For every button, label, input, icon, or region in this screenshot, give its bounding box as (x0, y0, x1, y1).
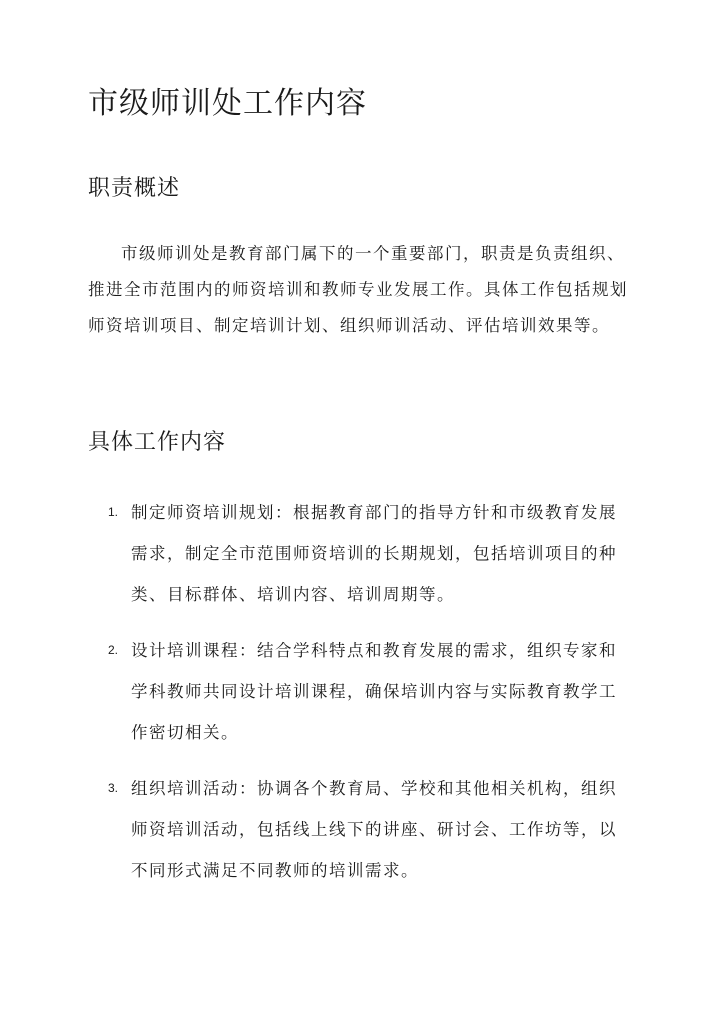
list-item-number: 3. (108, 781, 119, 795)
page-title: 市级师训处工作内容 (88, 86, 367, 121)
work-list (88, 492, 633, 906)
list-item (88, 630, 633, 753)
list-item-text: 制定师资培训规划：根据教育部门的指导方针和市级教育发展需求，制定全市范围师资培训的长期规划，包括培训项目的种类、目标群体、培训内容、培训周期等。 (131, 503, 617, 604)
section-heading-duty: 职责概述 (88, 176, 181, 201)
list-item-number: 2. (108, 643, 119, 657)
list-item (88, 768, 633, 891)
list-item (88, 492, 633, 615)
list-item-number: 1. (108, 505, 119, 519)
duty-paragraph: 市级师训处是教育部门属下的一个重要部门，职责是负责组织、推进全市范围内的师资培训和教师专业发展工作。具体工作包括规划师资培训项目、制定培训计划、组织师训活动、评估培训效果等。 (88, 244, 628, 335)
section-heading-work: 具体工作内容 (88, 430, 227, 455)
list-item-text: 组织培训活动：协调各个教育局、学校和其他相关机构，组织师资培训活动，包括线上线下的讲座、研讨会、工作坊等，以不同形式满足不同教师的培训需求。 (131, 779, 617, 880)
list-item-text: 设计培训课程：结合学科特点和教育发展的需求，组织专家和学科教师共同设计培训课程，确保培训内容与实际教育教学工作密切相关。 (131, 641, 617, 742)
